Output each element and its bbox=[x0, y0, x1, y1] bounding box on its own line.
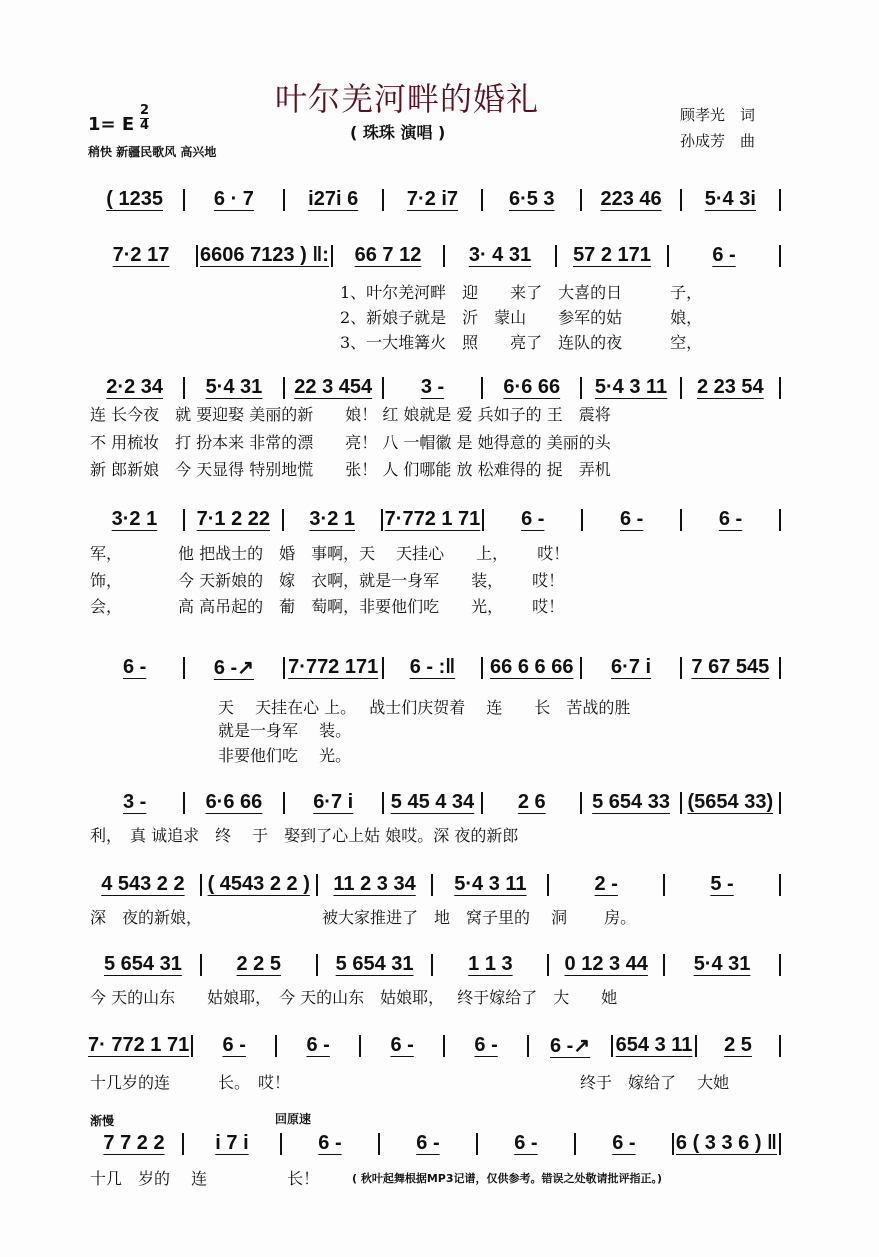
bar-line bbox=[672, 1133, 674, 1155]
bar-line bbox=[680, 792, 682, 814]
bar-line bbox=[779, 657, 781, 679]
measure: 7·2 i7 bbox=[406, 188, 459, 210]
bar-line bbox=[183, 792, 185, 814]
bar-line bbox=[182, 1133, 184, 1155]
measure: 6 - bbox=[514, 1132, 538, 1154]
bar-line bbox=[574, 1133, 576, 1155]
bar-line bbox=[481, 189, 483, 211]
bar-line bbox=[779, 792, 781, 814]
measure: 6 - bbox=[306, 1034, 330, 1056]
measure: 6606 7123 ) ‖: bbox=[200, 244, 329, 266]
lyric-line: 会， 高 高吊起的 葡 萄啊，非要他们吃 光， 哎！ bbox=[90, 597, 565, 616]
measure: 7 67 545 bbox=[691, 656, 770, 678]
bar-line bbox=[680, 657, 682, 679]
measure: 6 - bbox=[390, 1034, 414, 1056]
lyric-line: 终于 嫁给了 大她 bbox=[580, 1073, 730, 1092]
measure: 66 6 6 66 bbox=[490, 656, 574, 678]
measure: 5·4 3 11 bbox=[454, 873, 527, 895]
bar-line bbox=[382, 377, 384, 399]
bar-line bbox=[476, 1133, 478, 1155]
bar-line bbox=[663, 954, 665, 976]
bar-line bbox=[680, 189, 682, 211]
lyric-line: 利， 真 诚追求 终 于 娶到了心上姑 娘哎。深 夜的新郎 bbox=[90, 826, 519, 845]
bar-line bbox=[581, 509, 583, 531]
composer: 孙成芳 曲 bbox=[680, 132, 756, 150]
notation-row bbox=[88, 791, 783, 814]
lyric-line: 饰， 今 天新娘的 嫁 衣啊，就是一身军 装， 哎！ bbox=[90, 571, 565, 590]
measure: 6·6 66 bbox=[205, 791, 263, 813]
singer: ( 珠珠 演唱 ) bbox=[350, 123, 446, 142]
measure: 6 - bbox=[318, 1132, 342, 1154]
bar-line bbox=[555, 245, 557, 267]
measure: 6 - bbox=[474, 1034, 498, 1056]
measure: 4 543 2 2 bbox=[101, 873, 185, 895]
bar-line bbox=[481, 792, 483, 814]
measure: i27i 6 bbox=[308, 188, 359, 210]
measure: 5 654 31 bbox=[335, 953, 414, 975]
measure: ( 4543 2 2 ) bbox=[207, 873, 310, 895]
bar-line bbox=[779, 509, 781, 531]
measure: 3 - bbox=[122, 791, 147, 813]
measure: 7·772 171 bbox=[288, 656, 379, 678]
notation-row bbox=[88, 376, 783, 399]
notation-row bbox=[88, 508, 783, 531]
bar-line bbox=[779, 874, 781, 896]
measure: 6·7 i bbox=[611, 656, 652, 678]
measure: 5·4 31 bbox=[205, 376, 263, 398]
bar-line bbox=[200, 874, 202, 896]
measure: 3·2 1 bbox=[111, 508, 158, 530]
notation-row bbox=[88, 1033, 783, 1058]
bar-line bbox=[275, 1035, 277, 1057]
bar-line bbox=[779, 189, 781, 211]
measure: 7·772 1 71 bbox=[384, 508, 481, 530]
measure: 6 - bbox=[521, 508, 545, 530]
tempo-marking: 稍快 新疆民歌风 高兴地 bbox=[88, 145, 217, 159]
bar-line bbox=[580, 189, 582, 211]
measure: 654 3 11 bbox=[615, 1034, 693, 1056]
measure: 6 - :‖ bbox=[409, 656, 456, 678]
notation-row bbox=[88, 188, 783, 211]
measure: 5·4 3 11 bbox=[594, 376, 668, 398]
measure: 6 - bbox=[122, 656, 147, 678]
bar-line bbox=[580, 792, 582, 814]
bar-line bbox=[382, 792, 384, 814]
measure: 6 -↗ bbox=[213, 657, 254, 679]
bar-line bbox=[663, 874, 665, 896]
measure: 3· 4 31 bbox=[468, 244, 532, 266]
notation-row bbox=[88, 1132, 783, 1155]
lyric-line: 今 天的山东 姑娘耶， 今 天的山东 姑娘耶， 终于嫁给了 大 她 bbox=[90, 988, 618, 1007]
lyric-line: 深 夜的新娘， 被大家推进了 地 窝子里的 洞 房。 bbox=[90, 908, 637, 927]
lyricist: 顾孝光 词 bbox=[680, 106, 756, 124]
measure: 2 23 54 bbox=[696, 376, 764, 398]
bar-line bbox=[280, 1133, 282, 1155]
notation-row bbox=[88, 655, 783, 680]
bar-line bbox=[547, 874, 549, 896]
bar-line bbox=[183, 509, 185, 531]
bar-line bbox=[331, 245, 333, 267]
measure: 5 654 33 bbox=[592, 791, 670, 813]
bar-line bbox=[779, 954, 781, 976]
measure: 2·2 34 bbox=[106, 376, 163, 398]
lyric-line: 连 长今夜 就 要迎娶 美丽的新 娘！ 红 娘就是 爱 兵如子的 王 震将 bbox=[90, 405, 611, 424]
measure: 6·6 66 bbox=[503, 376, 561, 398]
measure: 3·2 1 bbox=[309, 508, 356, 530]
measure: 6 - bbox=[612, 1132, 636, 1154]
bar-line bbox=[431, 954, 433, 976]
bar-line bbox=[481, 657, 483, 679]
measure: 6 - bbox=[619, 508, 644, 530]
measure: 11 2 3 34 bbox=[333, 873, 416, 895]
bar-line bbox=[200, 954, 202, 976]
measure: 6·5 3 bbox=[508, 188, 555, 210]
a-tempo-marking: 回原速 bbox=[275, 1112, 312, 1126]
measure: 2 5 bbox=[724, 1034, 752, 1056]
measure: 223 46 bbox=[600, 188, 662, 210]
measure: 57 2 171 bbox=[573, 244, 651, 266]
bar-line bbox=[282, 509, 284, 531]
bar-line bbox=[316, 874, 318, 896]
footnote: ( 秋叶起舞根据MP3记谱，仅供参考。错误之处敬请批评指正。) bbox=[352, 1172, 663, 1185]
lyric-line: 就是一身军 装。 bbox=[218, 721, 352, 740]
time-signature bbox=[140, 104, 149, 133]
bar-line bbox=[183, 189, 185, 211]
lyric-line: 天 天挂在心 上。 战士们庆贺着 连 长 苦战的胜 bbox=[218, 698, 631, 717]
notation-row bbox=[88, 953, 783, 976]
measure: 7 7 2 2 bbox=[103, 1132, 165, 1154]
bar-line bbox=[196, 245, 198, 267]
bar-line bbox=[779, 1133, 781, 1155]
bar-line bbox=[183, 377, 185, 399]
lyric-line: 不 用梳妆 打 扮本来 非常的漂 亮！ 八 一帽徽 是 她得意的 美丽的头 bbox=[90, 433, 611, 452]
lyric-line: 3、一大堆篝火 照 亮了 连队的夜 空， bbox=[340, 333, 703, 352]
measure: 66 7 12 bbox=[354, 244, 422, 266]
measure: 6 - bbox=[416, 1132, 440, 1154]
bar-line bbox=[481, 377, 483, 399]
bar-line bbox=[378, 1133, 380, 1155]
bar-line bbox=[779, 1035, 781, 1057]
song-title: 叶尔羌河畔的婚礼 bbox=[275, 80, 540, 118]
measure: 7· 772 1 71 bbox=[88, 1034, 190, 1056]
measure: 0 12 3 44 bbox=[564, 953, 648, 975]
bar-line bbox=[547, 954, 549, 976]
bar-line bbox=[580, 377, 582, 399]
bar-line bbox=[316, 954, 318, 976]
bar-line bbox=[580, 657, 582, 679]
lyric-line: 非要他们吃 光。 bbox=[218, 746, 352, 765]
measure: 6 - bbox=[712, 244, 736, 266]
lyric-line: 2、新娘子就是 沂 蒙山 参军的姑 娘， bbox=[340, 308, 703, 327]
measure: 5 45 4 34 bbox=[390, 791, 475, 813]
lyric-line: 十几岁的连 长。 哎！ bbox=[90, 1073, 291, 1092]
measure: 6·7 i bbox=[313, 791, 354, 813]
measure: i 7 i bbox=[215, 1132, 249, 1154]
lyric-line: 1、叶尔羌河畔 迎 来了 大喜的日 子， bbox=[340, 283, 703, 302]
bar-line bbox=[382, 189, 384, 211]
measure: ( 1235 bbox=[106, 188, 163, 210]
lyric-line: 新 郎新娘 今 天显得 特别地慌 张！ 人 们哪能 放 松难得的 捉 弄机 bbox=[90, 460, 611, 479]
bar-line bbox=[779, 377, 781, 399]
bar-line bbox=[443, 245, 445, 267]
measure: 2 6 bbox=[517, 791, 546, 813]
bar-line bbox=[443, 1035, 445, 1057]
measure: 5·4 3i bbox=[704, 188, 756, 210]
measure: 6 - bbox=[222, 1034, 246, 1056]
bar-line bbox=[611, 1035, 613, 1057]
bar-line bbox=[667, 245, 669, 267]
bar-line bbox=[382, 657, 384, 679]
notation-row bbox=[88, 873, 783, 896]
bar-line bbox=[695, 1035, 697, 1057]
measure: 5·4 31 bbox=[693, 953, 751, 975]
bar-line bbox=[283, 792, 285, 814]
measure: 6 ( 3 3 6 ) ‖ bbox=[675, 1132, 778, 1154]
bar-line bbox=[283, 189, 285, 211]
bar-line bbox=[283, 377, 285, 399]
measure: 7·1 2 22 bbox=[196, 508, 271, 530]
bar-line bbox=[680, 509, 682, 531]
measure: 3 - bbox=[420, 376, 445, 398]
measure: 2 - bbox=[594, 873, 618, 895]
time-bottom: 4 bbox=[140, 118, 150, 133]
bar-line bbox=[381, 509, 383, 531]
lyric-line: 十几 岁的 连 长！ bbox=[90, 1169, 320, 1188]
measure: 22 3 454 bbox=[294, 376, 373, 398]
slower-marking: 渐慢 bbox=[90, 1114, 115, 1128]
measure: 6 -↗ bbox=[550, 1035, 591, 1057]
notation-row bbox=[88, 244, 783, 267]
measure: (5654 33) bbox=[687, 791, 774, 813]
bar-line bbox=[431, 874, 433, 896]
key-signature: 1= E bbox=[88, 114, 135, 135]
measure: 6 · 7 bbox=[213, 188, 254, 210]
bar-line bbox=[779, 245, 781, 267]
bar-line bbox=[183, 657, 185, 679]
lyric-line: 军， 他 把战士的 婚 事啊，天 天挂心 上， 哎！ bbox=[90, 544, 570, 563]
bar-line bbox=[191, 1035, 193, 1057]
measure: 7·2 17 bbox=[112, 244, 170, 266]
bar-line bbox=[359, 1035, 361, 1057]
measure: 5 654 31 bbox=[103, 953, 182, 975]
bar-line bbox=[527, 1035, 529, 1057]
bar-line bbox=[283, 657, 285, 679]
measure: 1 1 3 bbox=[468, 953, 513, 975]
measure: 6 - bbox=[718, 508, 743, 530]
measure: 2 2 5 bbox=[236, 953, 281, 975]
measure: 5 - bbox=[710, 873, 734, 895]
bar-line bbox=[680, 377, 682, 399]
time-top: 2 bbox=[140, 103, 150, 118]
bar-line bbox=[482, 509, 484, 531]
